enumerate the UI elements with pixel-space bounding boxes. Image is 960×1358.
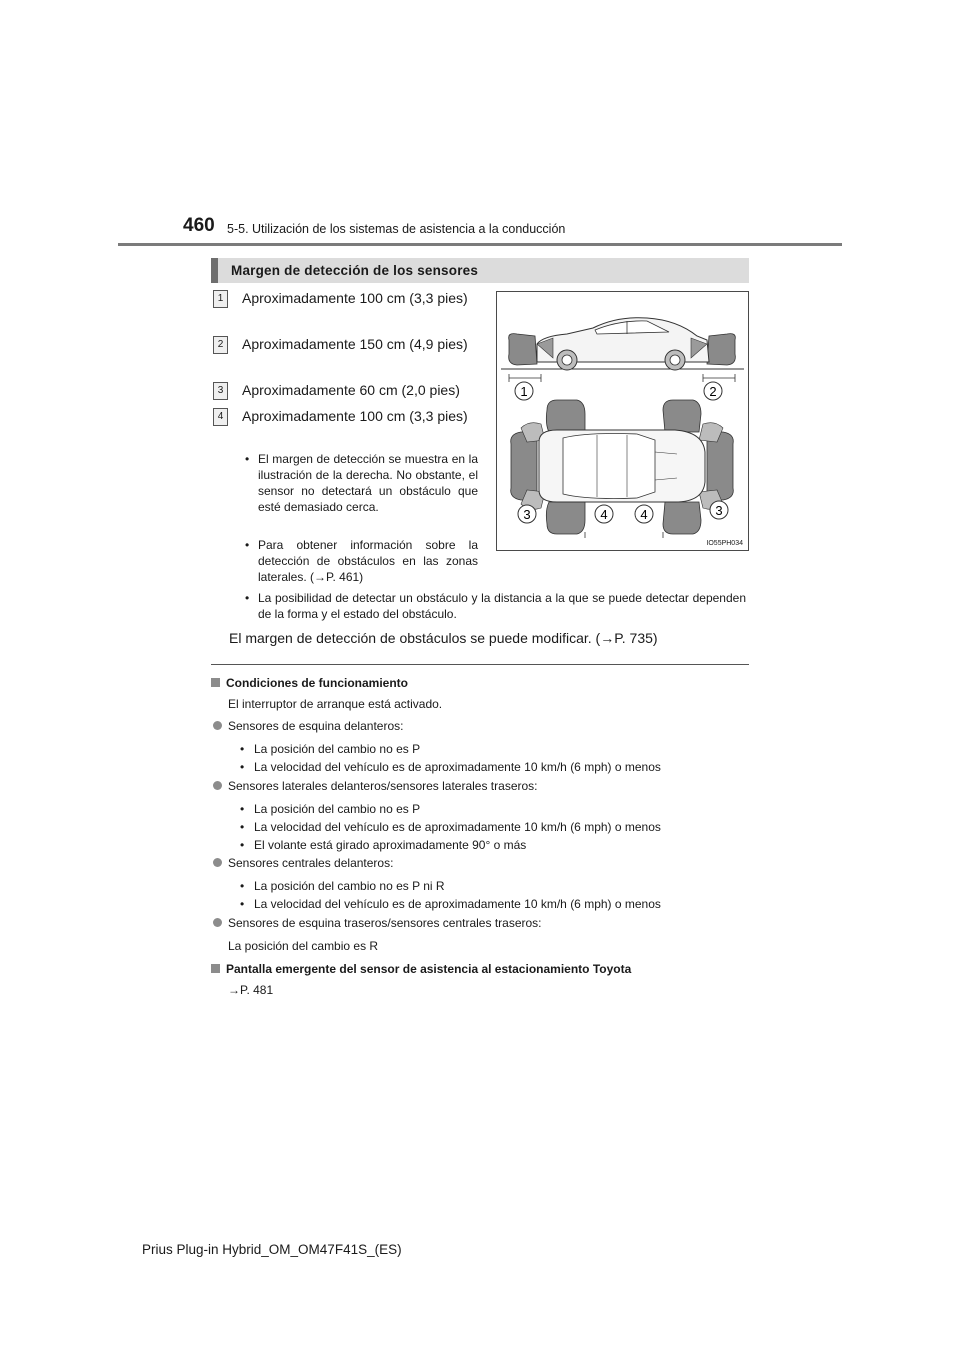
list-item (213, 380, 481, 401)
figure-label: 4 (600, 507, 608, 522)
number-badge: 4 (213, 408, 228, 426)
bullet-item: • La posibilidad de detectar un obstáculo y la distancia a la que se puede detectar dependen de la forma y el estado del obstáculo. (245, 591, 746, 621)
condition-item: • El volante está girado aproximadamente 90° o más (240, 838, 527, 852)
bullet-text: La posibilidad de detectar un obstáculo y la distancia a la que se puede detectar dependen de la forma y el estado del obstáculo. (258, 591, 746, 621)
bullet-item: • Para obtener información sobre la detección de obstáculos en las zonas laterales. (→P. 461) (245, 538, 478, 584)
section-title: Margen de detección de los sensores (231, 263, 479, 278)
sensor-diagram (497, 292, 748, 550)
figure-label: 1 (520, 384, 528, 399)
page-number: 460 (183, 215, 215, 236)
square-bullet-icon (211, 964, 220, 973)
condition-item: • La posición del cambio no es P (240, 742, 421, 756)
page-reference-link[interactable]: →P. 481 (228, 983, 274, 997)
header-divider (118, 243, 842, 246)
condition-item: • La velocidad del vehículo es de aproximadamente 10 km/h (6 mph) o menos (240, 820, 661, 834)
condition-item: • La velocidad del vehículo es de aproximadamente 10 km/h (6 mph) o menos (240, 760, 661, 774)
footer-manual-code: Prius Plug-in Hybrid_OM_OM47F41S_(ES) (142, 1242, 402, 1257)
figure-code: IO55PH034 (706, 540, 743, 547)
circle-bullet-icon (213, 721, 222, 730)
section-heading-bar (211, 258, 749, 283)
figure-label: 4 (640, 507, 648, 522)
sensor-range-illustration (496, 291, 749, 551)
list-item-text: Aproximadamente 60 cm (2,0 pies) (242, 382, 460, 398)
list-item-text: Aproximadamente 150 cm (4,9 pies) (242, 336, 468, 352)
conditions-intro: El interruptor de arranque está activado. (228, 697, 443, 711)
figure-label: 2 (709, 384, 717, 399)
list-item (213, 406, 481, 448)
conditions-heading: Condiciones de funcionamiento (211, 676, 408, 690)
number-badge: 3 (213, 382, 228, 400)
circle-bullet-icon (213, 781, 222, 790)
sensor-group-heading: Sensores laterales delanteros/sensores laterales traseros: (213, 779, 538, 793)
condition-text: La posición del cambio es R (228, 939, 379, 953)
figure-label: 3 (715, 503, 723, 518)
number-badge: 1 (213, 290, 228, 308)
section-divider (211, 664, 749, 665)
list-item (213, 334, 481, 376)
list-item (213, 288, 481, 330)
bullet-text: El margen de detección se muestra en la ilustración de la derecha. No obstante, el sensor no detectará un obstáculo que esté demasiado cerca. (258, 452, 478, 514)
popup-heading: Pantalla emergente del sensor de asistencia al estacionamiento Toyota (211, 962, 631, 976)
number-badge: 2 (213, 336, 228, 354)
condition-item: • La velocidad del vehículo es de aproximadamente 10 km/h (6 mph) o menos (240, 897, 661, 911)
square-bullet-icon (211, 678, 220, 687)
list-item-text: Aproximadamente 100 cm (3,3 pies) (242, 290, 468, 306)
list-item-text: Aproximadamente 100 cm (3,3 pies) (242, 408, 468, 424)
sensor-group-heading: Sensores centrales delanteros: (213, 856, 393, 870)
bullet-item: • El margen de detección se muestra en la ilustración de la derecha. No obstante, el sensor no detectará un obstáculo que esté demasiado cerca. (245, 452, 478, 514)
chapter-title: 5-5. Utilización de los sistemas de asistencia a la conducción (227, 222, 566, 236)
circle-bullet-icon (213, 858, 222, 867)
note-paragraph: El margen de detección de obstáculos se puede modificar. (→P. 735) (229, 630, 658, 646)
figure-label: 3 (523, 507, 531, 522)
sensor-group-heading: Sensores de esquina delanteros: (213, 719, 403, 733)
condition-item: • La posición del cambio no es P ni R (240, 879, 445, 893)
bullet-text: Para obtener información sobre la detección de obstáculos en las zonas laterales. (→P. 461) (258, 538, 478, 584)
condition-item: • La posición del cambio no es P (240, 802, 421, 816)
circle-bullet-icon (213, 918, 222, 927)
sensor-group-heading: Sensores de esquina traseros/sensores centrales traseros: (213, 916, 542, 930)
